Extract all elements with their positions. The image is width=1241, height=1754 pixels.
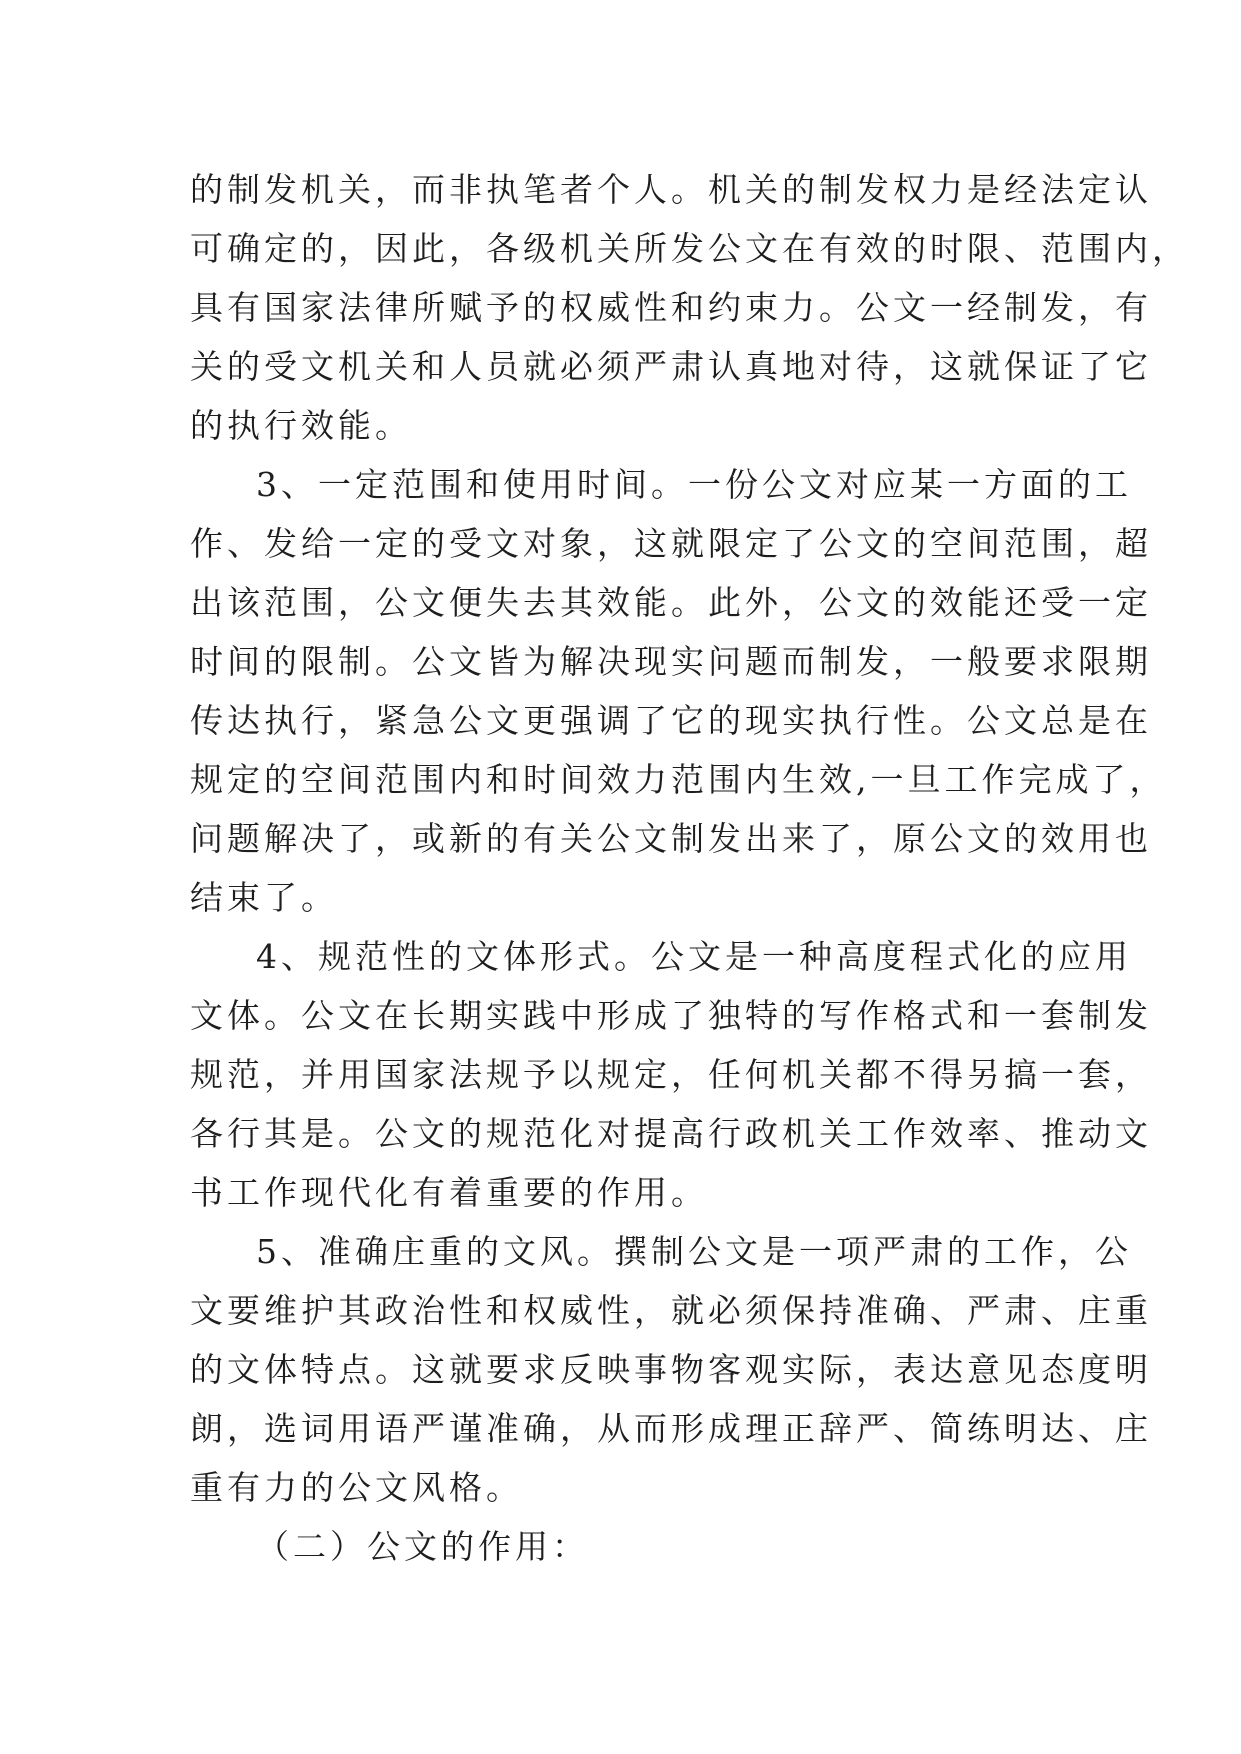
text-line: 3、一定范围和使用时间。一份公文对应某一方面的工	[256, 465, 1132, 504]
text-line: 的执行效能。	[190, 406, 412, 445]
text-line: 各行其是。公文的规范化对提高行政机关工作效率、推动文	[190, 1114, 1152, 1153]
text-line: 时间的限制。公文皆为解决现实问题而制发，一般要求限期	[190, 642, 1152, 681]
text-line: 关的受文机关和人员就必须严肃认真地对待，这就保证了它	[190, 347, 1152, 386]
text-line: 规定的空间范围内和时间效力范围内生效,一旦工作完成了，	[190, 760, 1167, 799]
text-line: 出该范围，公文便失去其效能。此外，公文的效能还受一定	[190, 583, 1152, 622]
text-line: 文要维护其政治性和权威性，就必须保持准确、严肃、庄重	[190, 1291, 1152, 1330]
text-line: 的制发机关，而非执笔者个人。机关的制发权力是经法定认	[190, 170, 1152, 209]
paragraph-scope	[190, 455, 1167, 927]
text-line: 5、准确庄重的文风。撰制公文是一项严肃的工作，公	[256, 1232, 1132, 1271]
text-line: 问题解决了，或新的有关公文制发出来了，原公文的效用也	[190, 819, 1152, 858]
text-line: 结束了。	[190, 878, 338, 917]
text-line: 作、发给一定的受文对象，这就限定了公文的空间范围，超	[190, 524, 1152, 563]
text-line: 传达执行，紧急公文更强调了它的现实执行性。公文总是在	[190, 701, 1152, 740]
text-line: 可确定的，因此，各级机关所发公文在有效的时限、范围内，	[190, 229, 1189, 268]
document-body	[190, 160, 1189, 1576]
text-line: 重有力的公文风格。	[190, 1468, 523, 1507]
text-line: 朗，选词用语严谨准确，从而形成理正辞严、简练明达、庄	[190, 1409, 1152, 1448]
text-line: 4、规范性的文体形式。公文是一种高度程式化的应用	[256, 937, 1132, 976]
paragraph-authority	[190, 160, 1189, 455]
text-line: 文体。公文在长期实践中形成了独特的写作格式和一套制发	[190, 996, 1152, 1035]
text-line: 规范，并用国家法规予以规定，任何机关都不得另搞一套，	[190, 1055, 1152, 1094]
text-line: 书工作现代化有着重要的作用。	[190, 1173, 708, 1212]
paragraph-style	[190, 1222, 1152, 1517]
section-heading: （二）公文的作用：	[256, 1527, 589, 1566]
paragraph-form	[190, 927, 1152, 1222]
text-line: 的文体特点。这就要求反映事物客观实际，表达意见态度明	[190, 1350, 1152, 1389]
text-line: 具有国家法律所赋予的权威性和约束力。公文一经制发，有	[190, 288, 1152, 327]
